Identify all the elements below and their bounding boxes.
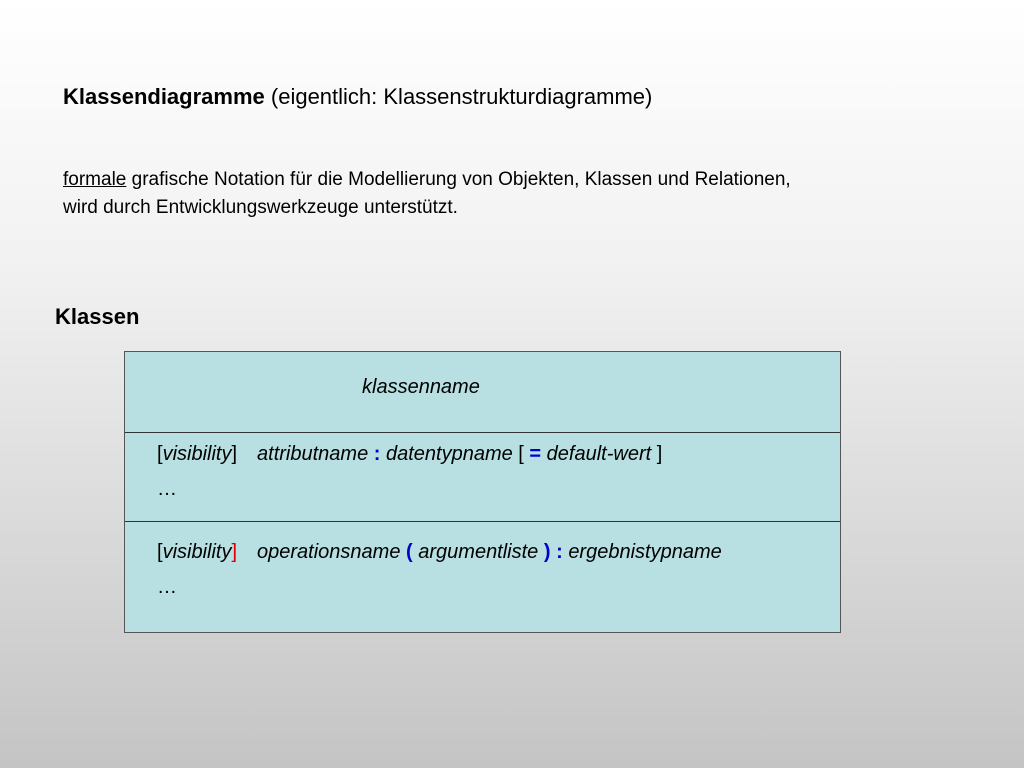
class-name-compartment bbox=[125, 352, 840, 433]
visibility-open-bracket: [ bbox=[157, 443, 163, 465]
intro-line-2: wird durch Entwicklungswerkzeuge unterstützt. bbox=[63, 197, 458, 218]
intro-line-1 bbox=[63, 166, 791, 194]
intro-text bbox=[63, 166, 791, 222]
default-equals: = bbox=[529, 443, 542, 465]
op-visibility-close-bracket: ] bbox=[231, 541, 238, 563]
operation-compartment bbox=[125, 522, 840, 632]
intro-line-1-rest: grafische Notation für die Modellierung von Objekten, Klassen und Relationen, bbox=[126, 169, 791, 190]
return-colon: : bbox=[556, 541, 569, 563]
class-name: klassenname bbox=[362, 376, 480, 398]
default-open-bracket: [ bbox=[512, 443, 530, 465]
intro-underlined-word: formale bbox=[63, 169, 127, 190]
title-rest: (eigentlich: Klassenstrukturdiagramme) bbox=[264, 84, 653, 109]
attribute-line bbox=[157, 443, 662, 466]
attribute-name: attributname bbox=[257, 443, 369, 465]
argument-list: argumentliste bbox=[418, 541, 539, 563]
operation-name: operationsname bbox=[257, 541, 401, 563]
attribute-colon: : bbox=[368, 443, 386, 465]
attribute-compartment bbox=[125, 433, 840, 522]
slide-title bbox=[63, 84, 652, 110]
visibility-label: visibility bbox=[162, 443, 232, 465]
attribute-type: datentypname bbox=[385, 443, 513, 465]
operation-line bbox=[157, 541, 722, 564]
attribute-ellipsis: … bbox=[157, 478, 177, 500]
op-visibility-label: visibility bbox=[162, 541, 232, 563]
uml-class-box bbox=[124, 351, 841, 633]
title-bold: Klassendiagramme bbox=[63, 84, 265, 109]
default-close-bracket: ] bbox=[651, 443, 663, 465]
operation-ellipsis: … bbox=[157, 576, 177, 598]
default-value: default-wert bbox=[541, 443, 652, 465]
op-visibility-open-bracket: [ bbox=[157, 541, 163, 563]
visibility-close-bracket: ] bbox=[231, 443, 238, 465]
return-type: ergebnistypname bbox=[568, 541, 722, 563]
paren-close: ) bbox=[538, 541, 557, 563]
section-heading: Klassen bbox=[55, 304, 140, 329]
paren-open: ( bbox=[400, 541, 419, 563]
